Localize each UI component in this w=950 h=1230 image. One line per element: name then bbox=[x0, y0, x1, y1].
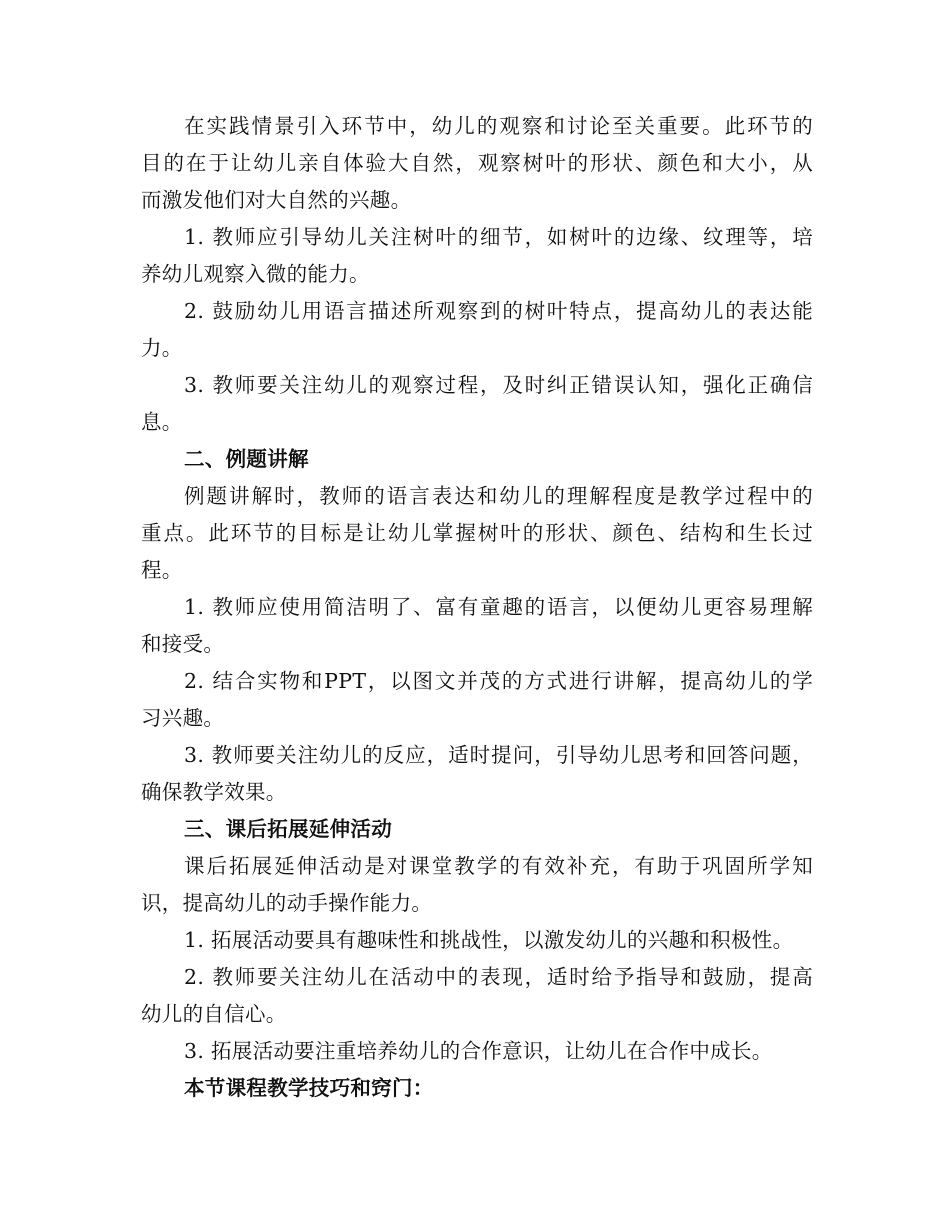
section3-paragraph bbox=[141, 848, 813, 922]
text-line: 3. 教师要关注幼儿的反应，适时提问，引导幼儿思考和回答问题， bbox=[184, 743, 813, 767]
list-item bbox=[141, 367, 813, 441]
list-item bbox=[141, 1033, 813, 1070]
text-line: 力。 bbox=[141, 336, 183, 360]
text-line: 程。 bbox=[141, 558, 183, 582]
intro-paragraph bbox=[141, 108, 813, 219]
text-line: 重点。此环节的目标是让幼儿掌握树叶的形状、颜色、结构和生长过 bbox=[141, 521, 813, 545]
text-line: 2. 结合实物和PPT，以图文并茂的方式进行讲解，提高幼儿的学 bbox=[184, 669, 813, 693]
list-item bbox=[141, 293, 813, 367]
section2-paragraph bbox=[141, 478, 813, 589]
text-line: 和接受。 bbox=[141, 632, 225, 656]
list-item bbox=[141, 737, 813, 811]
text-line: 确保教学效果。 bbox=[141, 780, 287, 804]
text-line: 幼儿的自信心。 bbox=[141, 1002, 287, 1026]
text-line: 课后拓展延伸活动是对课堂教学的有效补充，有助于巩固所学知 bbox=[184, 854, 813, 878]
text-line: 而激发他们对大自然的兴趣。 bbox=[141, 188, 412, 212]
list-item bbox=[141, 663, 813, 737]
closing-heading: 本节课程教学技巧和窍门： bbox=[184, 1076, 434, 1100]
text-line: 2. 教师要关注幼儿在活动中的表现，适时给予指导和鼓励，提高 bbox=[184, 965, 813, 989]
text-line: 1. 教师应引导幼儿关注树叶的细节，如树叶的边缘、纹理等，培 bbox=[184, 225, 813, 249]
text-line: 2. 鼓励幼儿用语言描述所观察到的树叶特点，提高幼儿的表达能 bbox=[184, 299, 813, 323]
document-page bbox=[141, 108, 813, 1107]
list-item bbox=[141, 922, 813, 959]
text-line: 息。 bbox=[141, 410, 183, 434]
text-line: 例题讲解时，教师的语言表达和幼儿的理解程度是教学过程中的 bbox=[184, 484, 813, 508]
list-item bbox=[141, 589, 813, 663]
section-heading: 三、课后拓展延伸活动 bbox=[184, 817, 392, 841]
text-line: 养幼儿观察入微的能力。 bbox=[141, 262, 370, 286]
text-line: 1. 教师应使用简洁明了、富有童趣的语言，以便幼儿更容易理解 bbox=[184, 595, 813, 619]
text-line: 在实践情景引入环节中，幼儿的观察和讨论至关重要。此环节的 bbox=[184, 114, 813, 138]
text-line: 目的在于让幼儿亲自体验大自然，观察树叶的形状、颜色和大小，从 bbox=[141, 151, 813, 175]
text-line: 1. 拓展活动要具有趣味性和挑战性，以激发幼儿的兴趣和积极性。 bbox=[184, 928, 794, 952]
section-heading: 二、例题讲解 bbox=[184, 447, 309, 471]
text-line: 3. 拓展活动要注重培养幼儿的合作意识，让幼儿在合作中成长。 bbox=[184, 1039, 773, 1063]
text-line: 习兴趣。 bbox=[141, 706, 225, 730]
text-line: 识，提高幼儿的动手操作能力。 bbox=[141, 891, 433, 915]
list-item bbox=[141, 219, 813, 293]
list-item bbox=[141, 959, 813, 1033]
text-line: 3. 教师要关注幼儿的观察过程，及时纠正错误认知，强化正确信 bbox=[184, 373, 813, 397]
